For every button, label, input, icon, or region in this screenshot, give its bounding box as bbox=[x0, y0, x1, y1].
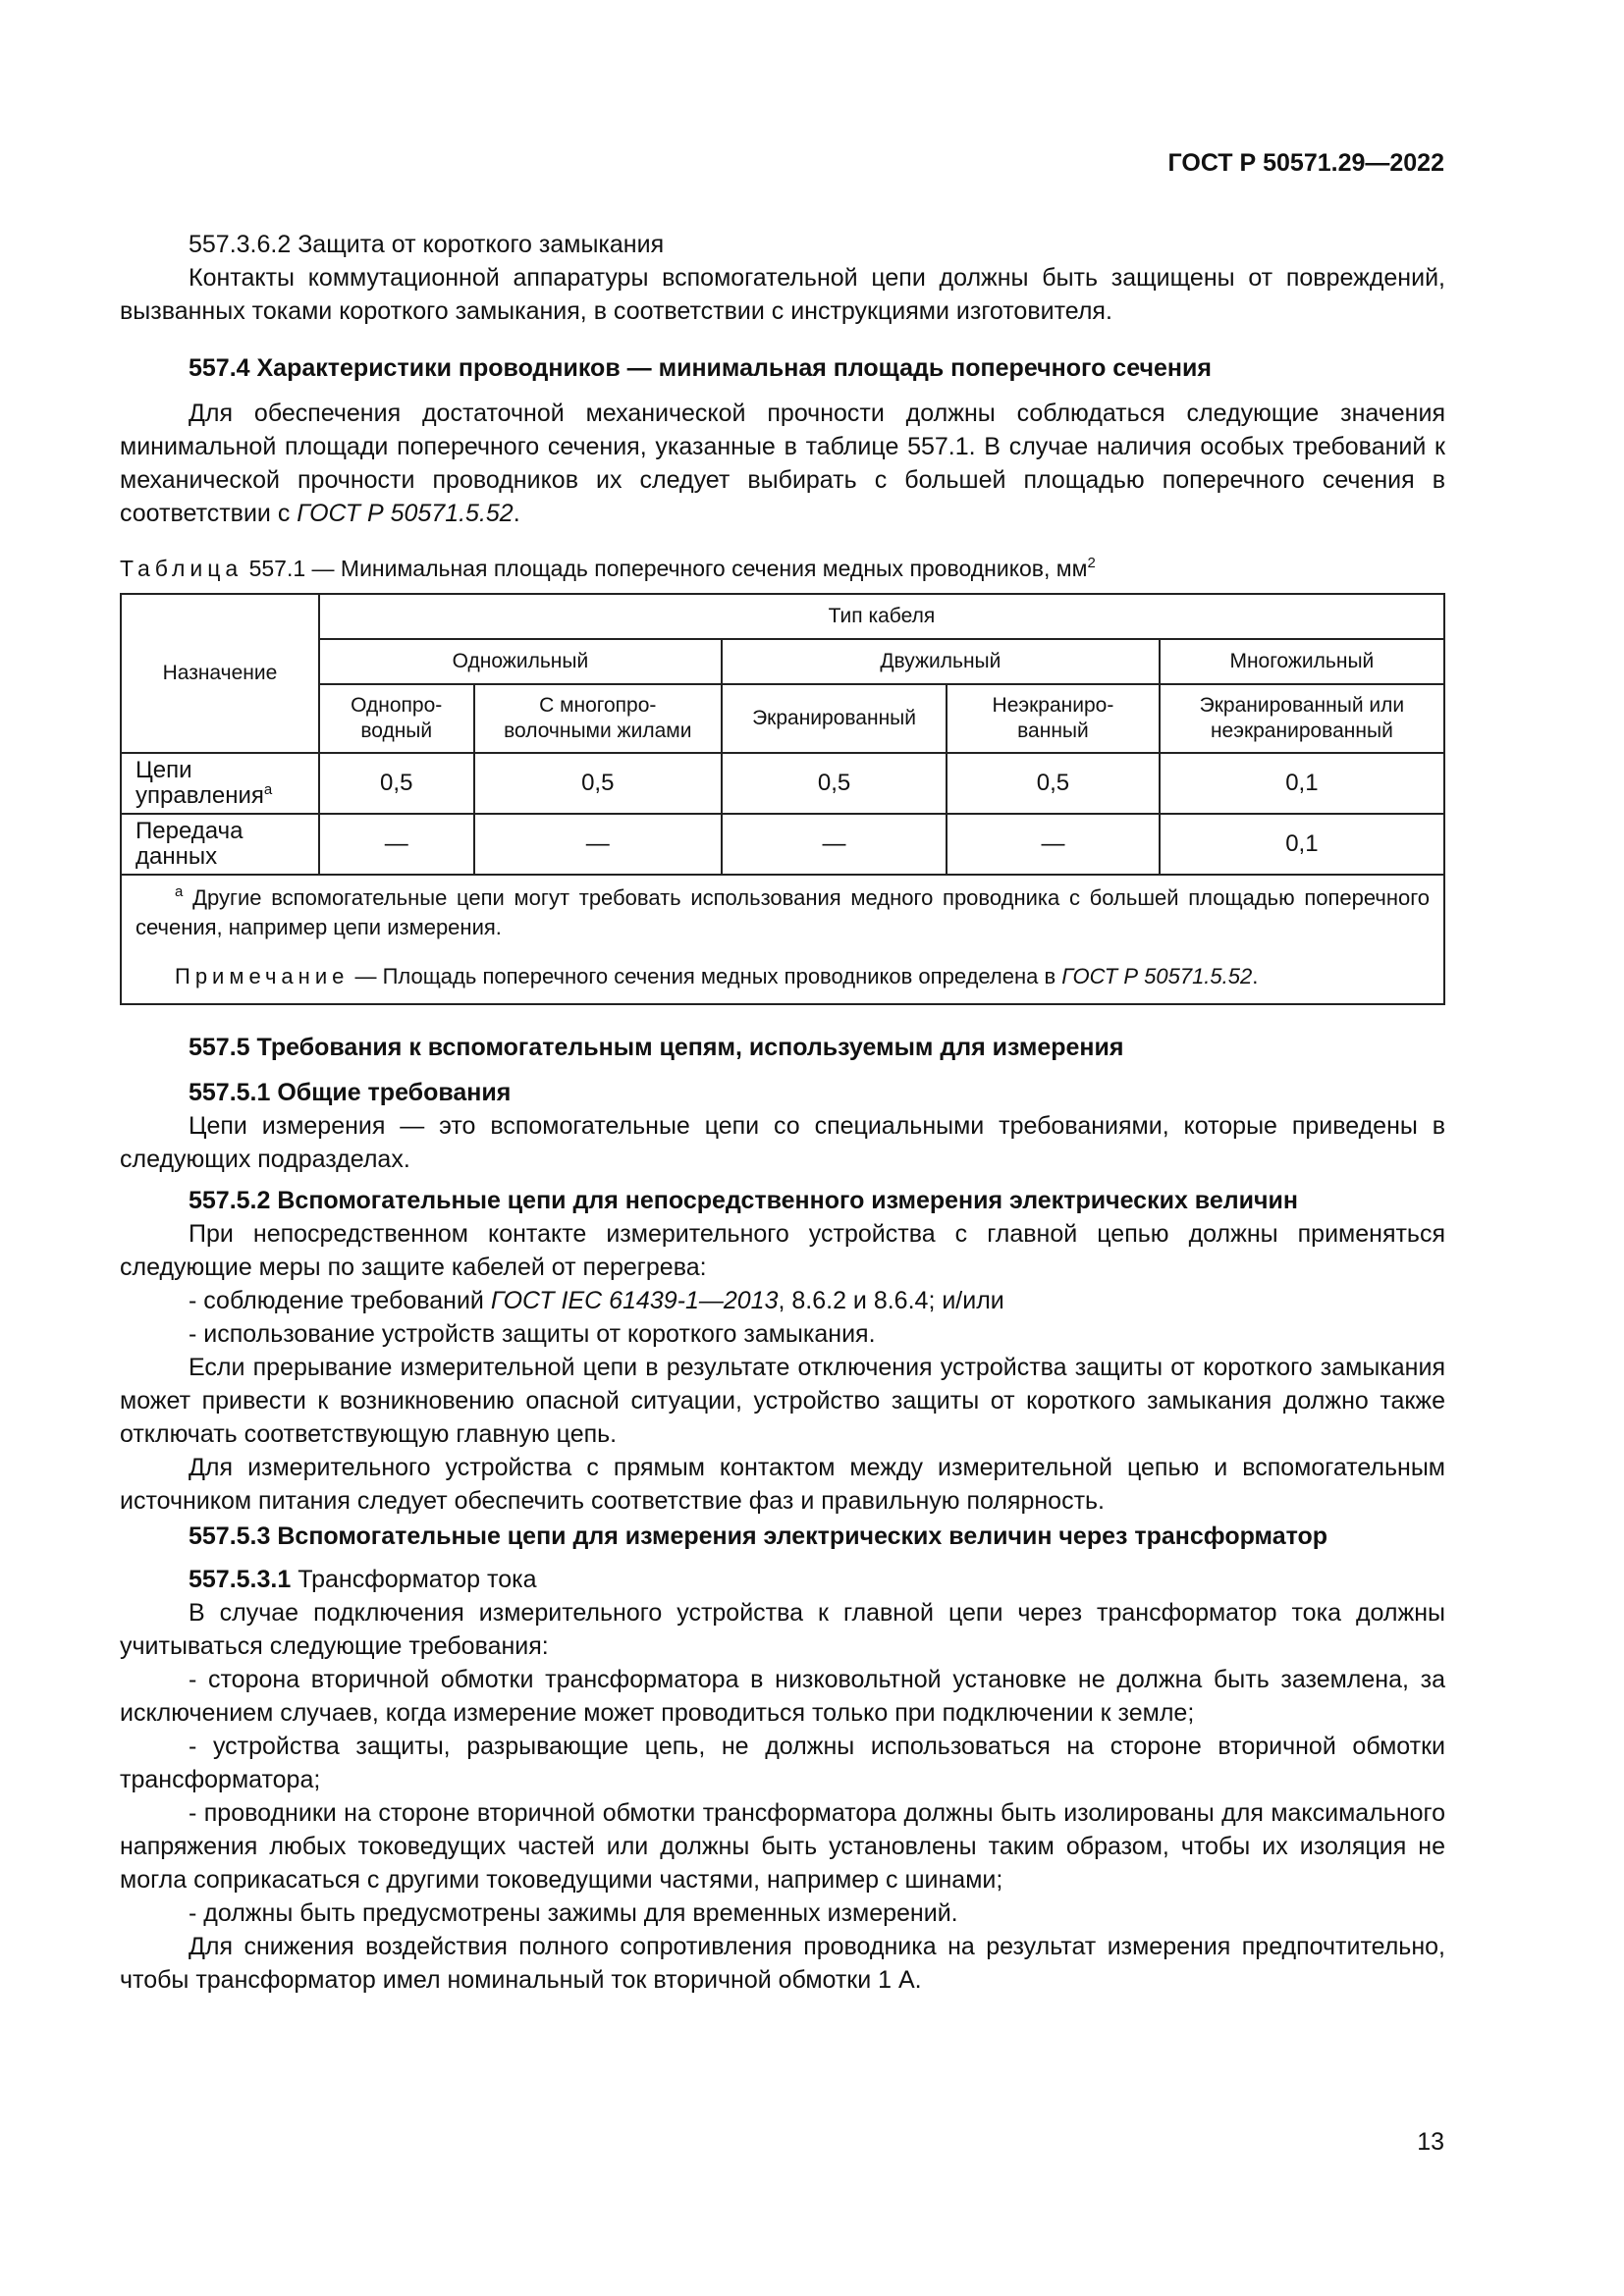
document-header-id: ГОСТ Р 50571.29—2022 bbox=[1167, 149, 1444, 177]
page-number: 13 bbox=[1417, 2128, 1444, 2156]
table-cell: 0,1 bbox=[1160, 814, 1444, 875]
standard-reference: ГОСТ Р 50571.5.52 bbox=[297, 500, 514, 527]
section-557-5-3-1-paragraph: Для снижения воздействия полного сопротивления проводника на результат измерения предпочтительно, чтобы трансформатор имел номинальный ток вторичной обмотки 1 А. bbox=[120, 1933, 1445, 1994]
table-cell: — bbox=[722, 814, 947, 875]
table-row bbox=[121, 753, 1444, 814]
section-557-5-2-heading: 557.5.2 Вспомогательные цепи для непосредственного измерения электрических величин bbox=[189, 1187, 1298, 1214]
subheader-twin-unscreened: Неэкраниро- ванный bbox=[947, 684, 1160, 753]
section-557-5-3-1-heading: 557.5.3.1 Трансформатор тока bbox=[189, 1566, 537, 1593]
table-footer bbox=[121, 875, 1444, 1004]
list-item: - проводники на стороне вторичной обмотки трансформатора должны быть изолированы для максимального напряжения любых токоведущих частей или должны быть установлены таким образом, чтобы их изоляция не могла соприкасаться с другими токоведущими частями, например с шинами; bbox=[120, 1799, 1445, 1894]
table-cell: — bbox=[319, 814, 474, 875]
subheader-single-stranded: С многопро- волочными жилами bbox=[474, 684, 722, 753]
section-557-5-2-paragraph: Для измерительного устройства с прямым контактом между измерительной цепью и вспомогательным источником питания следует обеспечить соответствие фаз и правильную полярность. bbox=[120, 1454, 1445, 1515]
table-cell: — bbox=[947, 814, 1160, 875]
table-row bbox=[121, 814, 1444, 875]
table-cell: 0,5 bbox=[319, 753, 474, 814]
section-557-5-1-heading: 557.5.1 Общие требования bbox=[189, 1079, 512, 1106]
section-557-3-6-2-title: 557.3.6.2 Защита от короткого замыкания bbox=[189, 231, 665, 258]
header-single-core: Одножильный bbox=[319, 639, 722, 684]
list-item: - устройства защиты, разрывающие цепь, не должны использоваться на стороне вторичной обмотки трансформатора; bbox=[120, 1733, 1445, 1793]
section-557-5-2-paragraph: Если прерывание измерительной цепи в результате отключения устройства защиты от короткого замыкания может привести к возникновению опасной ситуации, устройство защиты от короткого замыкания должно также отключать соответствующую главную цепь. bbox=[120, 1354, 1445, 1448]
table-cell: 0,1 bbox=[1160, 753, 1444, 814]
table-cell: 0,5 bbox=[722, 753, 947, 814]
header-multi-core: Многожильный bbox=[1160, 639, 1444, 684]
page-content bbox=[120, 228, 1445, 1997]
list-item: - соблюдение требований ГОСТ IEC 61439-1—2013, 8.6.2 и 8.6.4; и/или bbox=[189, 1287, 1004, 1314]
subheader-multi-screened-or-not: Экранированный или неэкранированный bbox=[1160, 684, 1444, 753]
standard-reference: ГОСТ IEC 61439-1—2013 bbox=[490, 1287, 779, 1314]
section-557-3-6-2-text: Контакты коммутационной аппаратуры вспомогательной цепи должны быть защищены от повреждений, вызванных токами короткого замыкания, в соответствии с инструкциями изготовителя. bbox=[120, 264, 1445, 325]
section-557-4-text: Для обеспечения достаточной механической прочности должны соблюдаться следующие значения минимальной площади поперечного сечения, указанные в таблице 557.1. В случае наличия особых требований к механической прочности проводников их следует выбирать с большей площадью поперечного сечения в соответствии с ГОСТ Р 50571.5.52. bbox=[120, 400, 1445, 527]
header-cable-type: Тип кабеля bbox=[319, 594, 1444, 639]
row-label: Передача данных bbox=[121, 814, 319, 875]
subheader-twin-screened: Экранированный bbox=[722, 684, 947, 753]
header-twin-core: Двужильный bbox=[722, 639, 1160, 684]
header-purpose: Назначение bbox=[121, 594, 319, 753]
list-item: - использование устройств защиты от короткого замыкания. bbox=[189, 1320, 876, 1348]
table-caption: Таблица 557.1 — Минимальная площадь поперечного сечения медных проводников, $мм^2$ bbox=[120, 555, 1096, 581]
list-item: - сторона вторичной обмотки трансформатора в низковольтной установке не должна быть заземлена, за исключением случаев, когда измерение может проводиться только при подключении к земле; bbox=[120, 1666, 1445, 1727]
table-footnote: $^a$ Другие вспомогательные цепи могут требовать использования медного проводника с большей площадью поперечного сечения, например цепи измерения. bbox=[135, 883, 1430, 939]
section-557-5-3-heading: 557.5.3 Вспомогательные цепи для измерения электрических величин через трансформатор bbox=[189, 1522, 1328, 1550]
section-557-5-1-text: Цепи измерения — это вспомогательные цепи со специальными требованиями, которые приведены в следующих подразделах. bbox=[120, 1112, 1445, 1173]
section-557-4-heading: 557.4 Характеристики проводников — минимальная площадь поперечного сечения bbox=[189, 354, 1212, 382]
table-cell: 0,5 bbox=[947, 753, 1160, 814]
standard-reference: ГОСТ Р 50571.5.52 bbox=[1061, 964, 1253, 988]
conductor-section-table bbox=[120, 593, 1445, 1005]
section-557-5-heading: 557.5 Требования к вспомогательным цепям, используемым для измерения bbox=[189, 1034, 1124, 1061]
list-item: - должны быть предусмотрены зажимы для временных измерений. bbox=[189, 1899, 958, 1927]
section-557-5-2-text: При непосредственном контакте измерительного устройства с главной цепью должны применяться следующие меры по защите кабелей от перегрева: bbox=[120, 1220, 1445, 1281]
table-cell: 0,5 bbox=[474, 753, 722, 814]
row-label: Цепи управления$^a$ bbox=[121, 753, 319, 814]
table-cell: — bbox=[474, 814, 722, 875]
subheader-single-solid: Однопро- водный bbox=[319, 684, 474, 753]
table-note: Примечание — Площадь поперечного сечения медных проводников определена в ГОСТ Р 50571.5.52. bbox=[175, 964, 1259, 988]
section-557-5-3-1-text: В случае подключения измерительного устройства к главной цепи через трансформатор тока должны учитываться следующие требования: bbox=[120, 1599, 1445, 1660]
